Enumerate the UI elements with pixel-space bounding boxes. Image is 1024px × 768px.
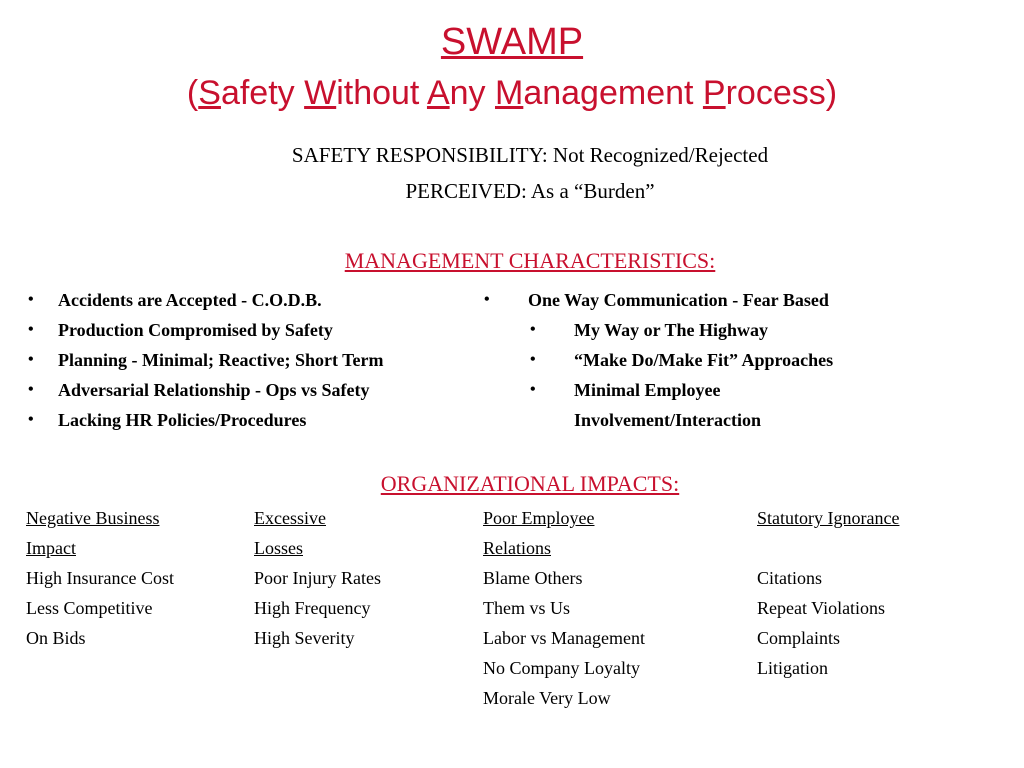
slide-subtitle bbox=[0, 72, 1024, 114]
impact-column-heading: Statutory Ignorance bbox=[757, 508, 900, 528]
impact-item: No Company Loyalty bbox=[483, 658, 640, 678]
sub-list-item-continuation bbox=[528, 405, 833, 435]
list-item bbox=[28, 375, 383, 405]
impact-column-heading: Poor Employee bbox=[483, 508, 595, 528]
organizational-impacts-heading: ORGANIZATIONAL IMPACTS: bbox=[380, 471, 680, 496]
subtitle-part: S bbox=[198, 74, 221, 112]
list-item-text: “Make Do/Make Fit” Approaches bbox=[574, 350, 834, 370]
sub-list-item bbox=[528, 345, 833, 375]
impact-item: Citations bbox=[757, 568, 823, 588]
impact-column-heading: Negative Business bbox=[26, 508, 160, 528]
list-item bbox=[28, 285, 383, 315]
subtitle-part: W bbox=[304, 74, 337, 112]
impact-column-employee-relations bbox=[483, 503, 645, 713]
bullet-icon: • bbox=[530, 381, 536, 398]
impact-item: Morale Very Low bbox=[483, 688, 611, 708]
bullet-icon: • bbox=[530, 351, 536, 368]
impact-item: On Bids bbox=[26, 628, 86, 648]
impact-item bbox=[757, 533, 899, 563]
impact-item: Litigation bbox=[757, 658, 828, 678]
list-item-text: Adversarial Relationship - Ops vs Safety bbox=[58, 380, 370, 400]
impact-item: Blame Others bbox=[483, 568, 583, 588]
bullet-icon: • bbox=[28, 291, 34, 308]
list-item bbox=[28, 405, 383, 435]
management-characteristics-heading: MANAGEMENT CHARACTERISTICS: bbox=[344, 248, 716, 273]
bullet-icon: • bbox=[28, 381, 34, 398]
list-item bbox=[484, 285, 833, 315]
sub-list-item bbox=[528, 375, 833, 405]
list-item-text: Lacking HR Policies/Procedures bbox=[58, 410, 307, 430]
impact-item: High Severity bbox=[254, 628, 355, 648]
subtitle-part: M bbox=[495, 74, 524, 112]
sub-list-item bbox=[528, 315, 833, 345]
bullet-icon: • bbox=[530, 321, 536, 338]
bullet-icon: • bbox=[484, 291, 490, 308]
bullet-icon: • bbox=[28, 321, 34, 338]
subtitle-part: anagement bbox=[523, 74, 703, 112]
subtitle-part: P bbox=[702, 74, 726, 112]
impact-item: Repeat Violations bbox=[757, 598, 886, 618]
impact-item: Poor Injury Rates bbox=[254, 568, 381, 588]
impact-column-statutory bbox=[757, 503, 899, 683]
bullet-icon: • bbox=[28, 411, 34, 428]
perceived-line: PERCEIVED: As a “Burden” bbox=[405, 179, 655, 203]
impact-column-heading: Relations bbox=[483, 538, 551, 558]
impact-item: Labor vs Management bbox=[483, 628, 645, 648]
subtitle-part: afety bbox=[220, 74, 305, 112]
list-item-text: My Way or The Highway bbox=[574, 320, 769, 340]
impact-column-heading: Losses bbox=[254, 538, 303, 558]
subtitle-part: A bbox=[426, 74, 450, 112]
impact-column-business bbox=[26, 503, 174, 653]
impact-item: Them vs Us bbox=[483, 598, 570, 618]
impact-item: High Frequency bbox=[254, 598, 371, 618]
slide-title: SWAMP bbox=[440, 21, 584, 63]
list-item bbox=[28, 315, 383, 345]
impact-item: Complaints bbox=[757, 628, 841, 648]
subtitle-part: ny bbox=[449, 74, 495, 112]
list-item-text: Accidents are Accepted - C.O.D.B. bbox=[58, 290, 322, 310]
list-item bbox=[28, 345, 384, 375]
safety-responsibility-line: SAFETY RESPONSIBILITY: Not Recognized/Rejected bbox=[291, 143, 769, 167]
management-list-right bbox=[484, 285, 834, 435]
impact-column-heading: Impact bbox=[26, 538, 76, 558]
impact-item: Less Competitive bbox=[26, 598, 153, 618]
impact-column-losses bbox=[254, 503, 381, 653]
impact-item: High Insurance Cost bbox=[26, 568, 174, 588]
subtitle-part: rocess) bbox=[725, 74, 838, 112]
list-item-text: One Way Communication - Fear Based bbox=[528, 290, 829, 310]
list-item-text: Production Compromised by Safety bbox=[58, 320, 333, 340]
list-item-text: Planning - Minimal; Reactive; Short Term bbox=[58, 350, 384, 370]
management-list-left bbox=[28, 285, 384, 435]
impact-column-heading: Excessive bbox=[254, 508, 326, 528]
subtitle-part: ithout bbox=[336, 74, 427, 112]
bullet-icon: • bbox=[28, 351, 34, 368]
list-item-text: Involvement/Interaction bbox=[574, 410, 761, 430]
subtitle-part: ( bbox=[186, 74, 199, 112]
list-item-text: Minimal Employee bbox=[574, 380, 721, 400]
